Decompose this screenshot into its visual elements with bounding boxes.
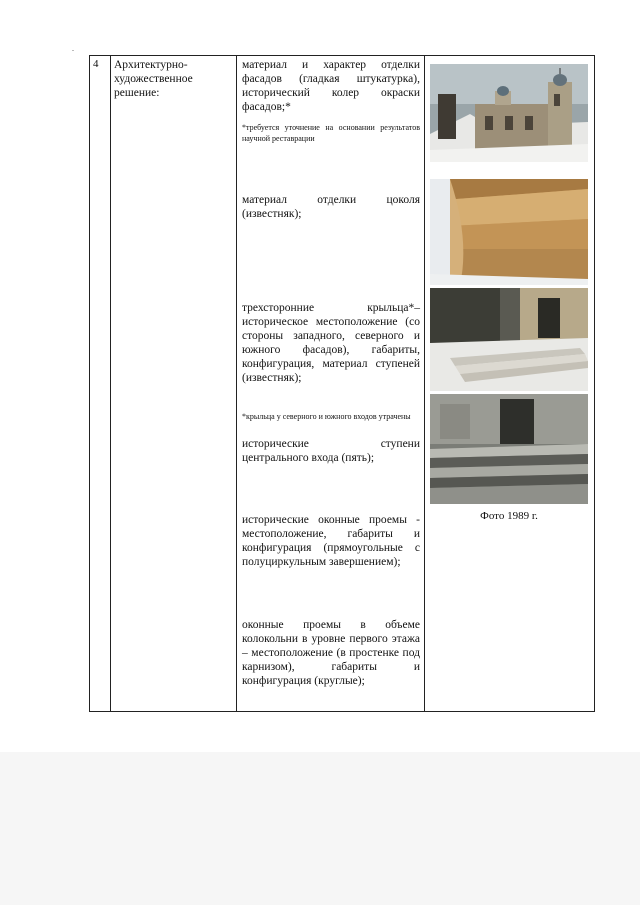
category-label: Архитектурно-художественное решение: <box>114 59 193 99</box>
plinth-photo <box>430 179 588 285</box>
porch-photo <box>430 288 588 391</box>
column-divider <box>424 56 425 711</box>
scan-speck <box>72 50 74 51</box>
column-divider <box>236 56 237 711</box>
item-facade-finish: материал и характер отделки фасадов (гладкая штукатурка), исторический колер окраски фасадов;* <box>242 59 420 113</box>
scan-background <box>0 752 640 905</box>
item-plinth: материал отделки цоколя (известняк); <box>242 194 420 220</box>
steps-photo <box>430 394 588 504</box>
item-bell-tower-windows: оконные проемы в объеме колокольни в уровне первого этажа – местоположение (в простенке под карнизом), габариты и конфигурация (круглые); <box>242 619 420 687</box>
note-restoration: *требуется уточнение на основании результатов научной реставрации <box>242 123 420 143</box>
item-porches: трехсторонние крыльца*– историческое местоположение (со стороны западного, северного и южного фасадов), габариты, конфигурация, материал ступеней (известняк); <box>242 302 420 384</box>
item-central-steps: исторические ступени центрального входа (пять); <box>242 438 420 464</box>
photo-caption: Фото 1989 г. <box>480 510 538 522</box>
heritage-table <box>89 55 595 712</box>
row-number: 4 <box>93 58 99 70</box>
item-window-openings: исторические оконные проемы - местоположение, габариты и конфигурация (прямоугольные с полуциркульным завершением); <box>242 514 420 568</box>
note-porches-lost: *крыльца у северного и южного входов утрачены <box>242 412 411 421</box>
church-photo <box>430 64 588 162</box>
column-divider <box>110 56 111 711</box>
